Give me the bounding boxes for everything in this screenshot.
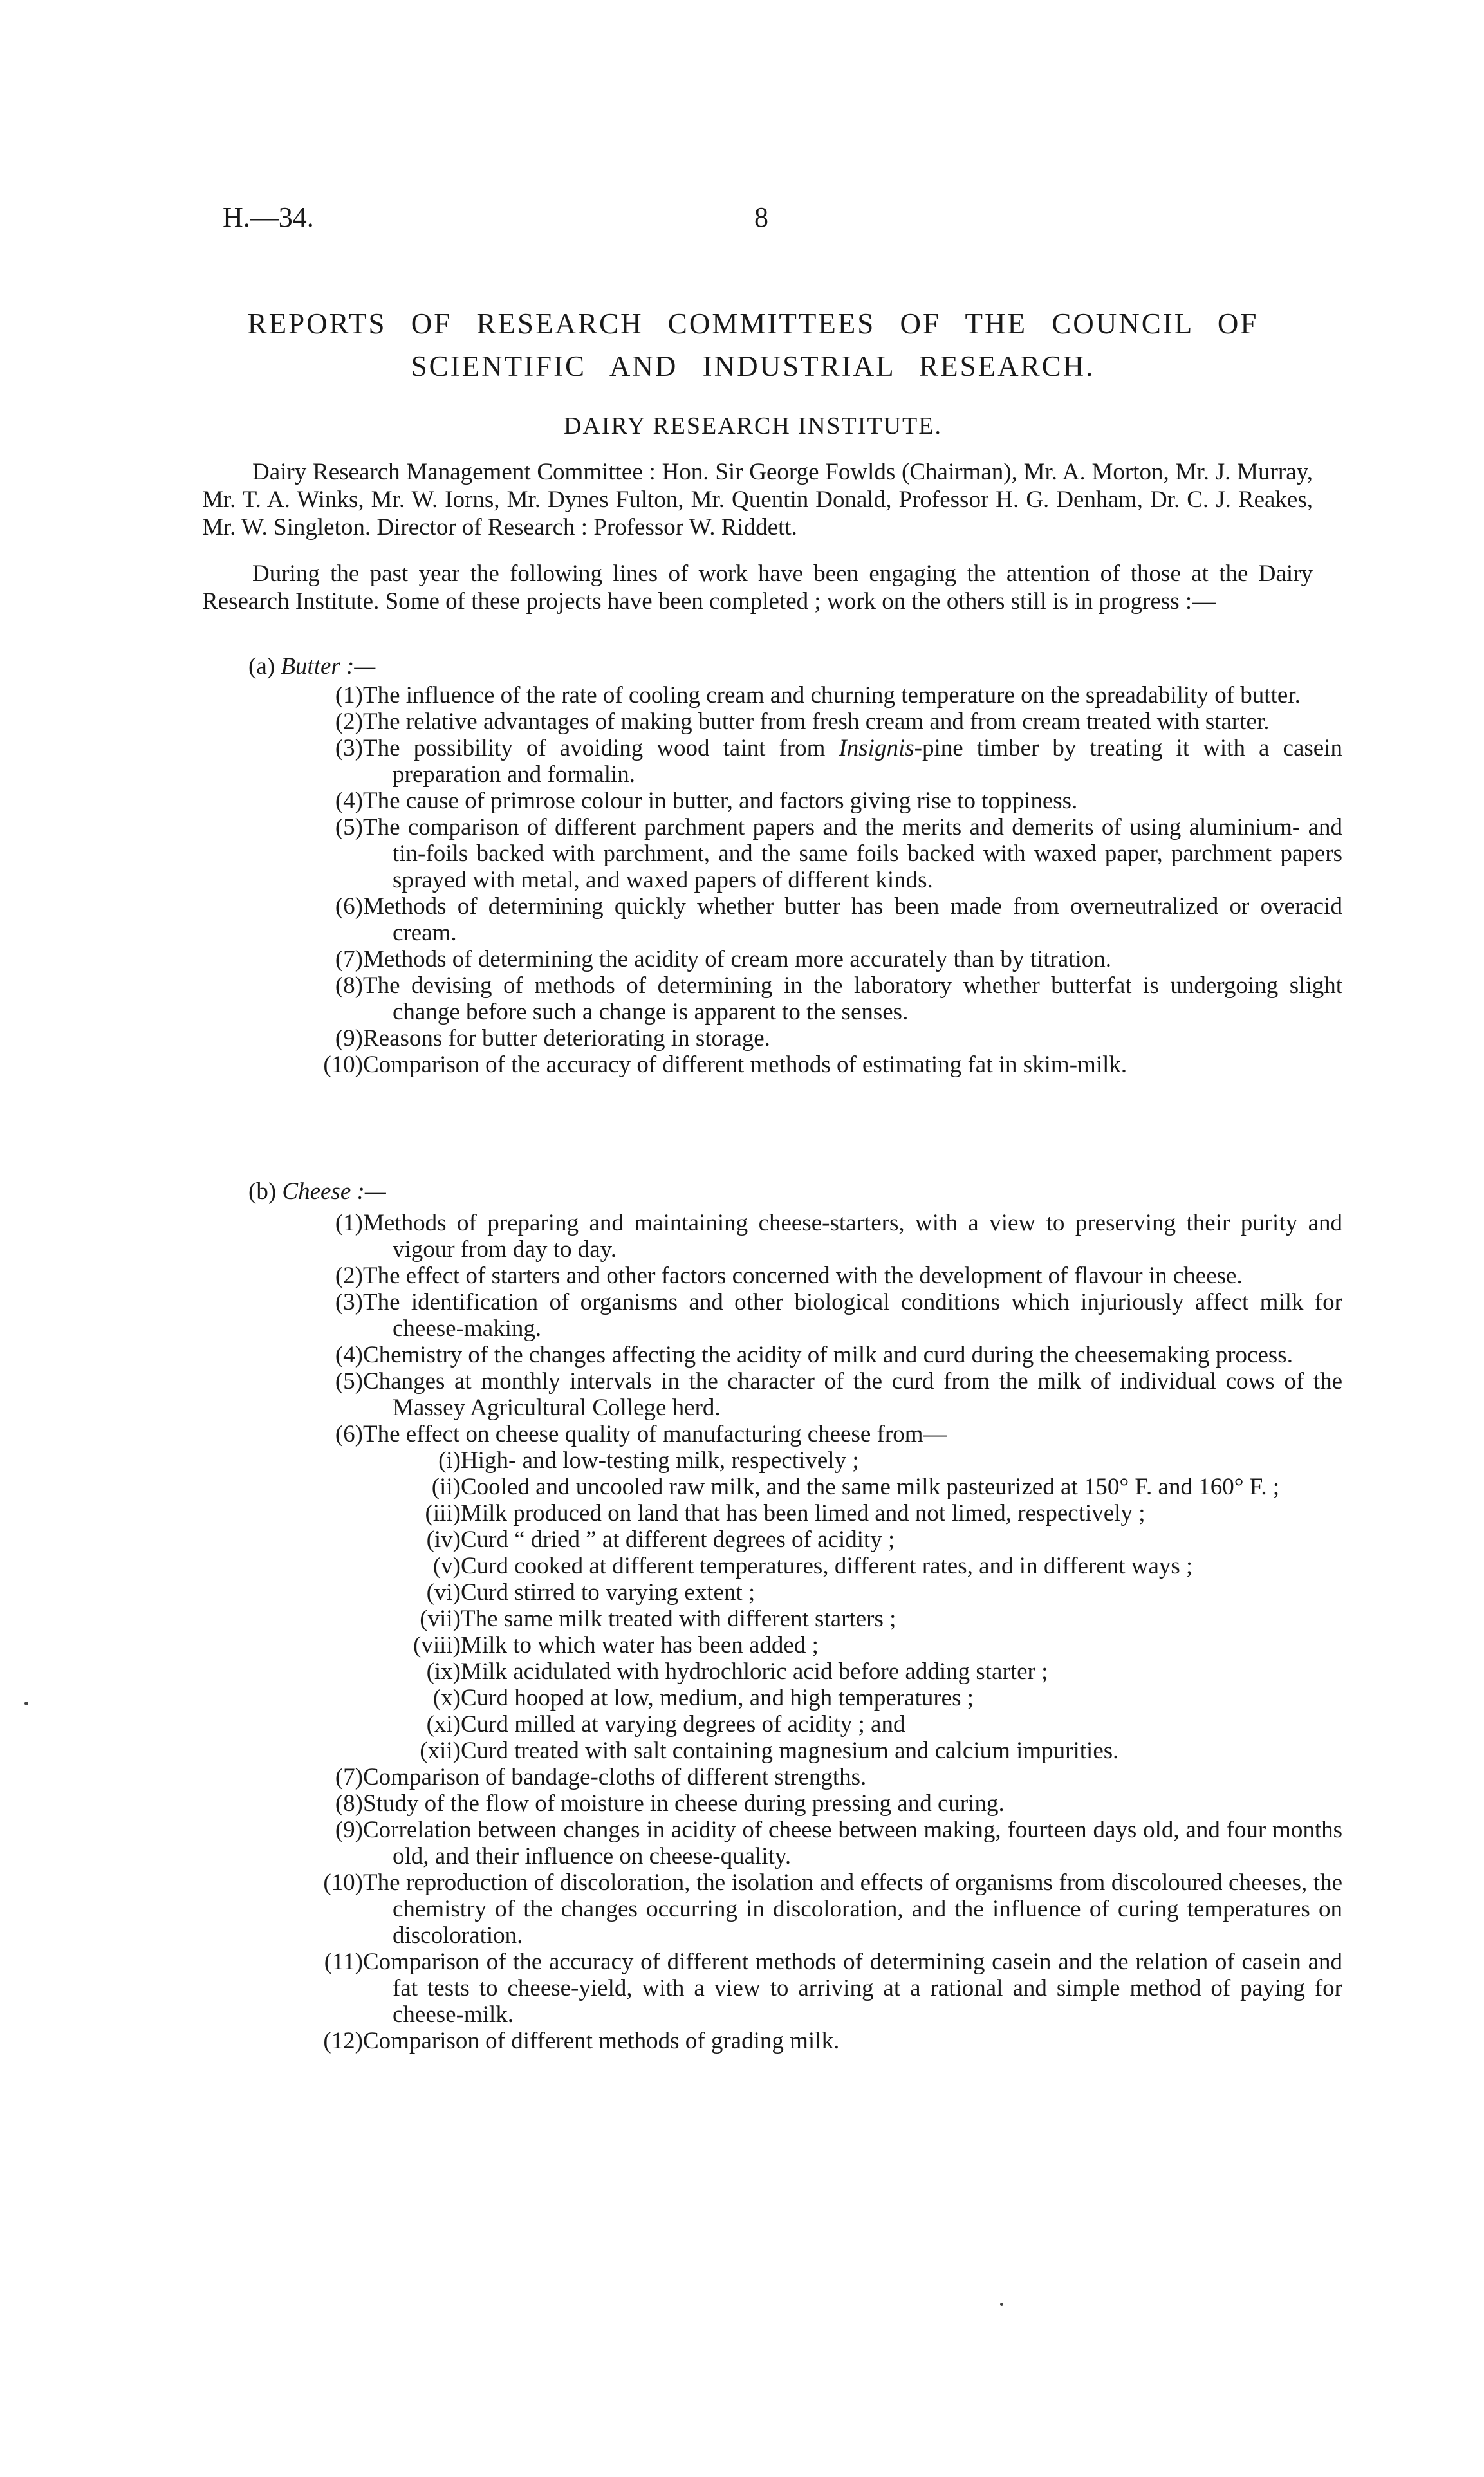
cheese-heading [248, 1178, 386, 1205]
list-item: (9) Correlation between changes in acidity of cheese between making, fourteen days old, and four months old, and their influence on cheese-quality. [335, 1817, 1342, 1869]
list-item: (1) Methods of preparing and maintaining cheese-starters, with a view to preserving their purity and vigour from day to day. [335, 1210, 1342, 1263]
sub-list-item: (v) Curd cooked at different temperatures, different rates, and in different ways ; [432, 1553, 1193, 1579]
paper-reference: H.—34. [223, 201, 314, 233]
sub-list-item: (ii) Cooled and uncooled raw milk, and the same milk pasteurized at 150° F. and 160° F. ; [431, 1474, 1280, 1500]
butter-heading [248, 653, 375, 680]
sub-list-item: (xi) Curd milled at varying degrees of acidity ; and [426, 1711, 905, 1738]
cheese-list [0, 1210, 1484, 2054]
sub-list-item: (ix) Milk acidulated with hydrochloric acid before adding starter ; [426, 1658, 1048, 1685]
list-item: (4) Chemistry of the changes affecting the acidity of milk and curd during the cheesemaking process. [335, 1342, 1293, 1368]
cheese-heading-text: Cheese :— [282, 1178, 386, 1205]
list-item: (7) Comparison of bandage-cloths of different strengths. [335, 1764, 867, 1790]
sub-list-item: (i) High- and low-testing milk, respectively ; [438, 1447, 859, 1474]
list-item: (6) The effect on cheese quality of manufacturing cheese from— [335, 1421, 947, 1447]
list-item: (4) The cause of primrose colour in butter, and factors giving rise to toppiness. [335, 788, 1078, 814]
report-title [193, 302, 1313, 387]
list-item: (5) The comparison of different parchment papers and the merits and demerits of using aluminium- and tin-foils backed with parchment, and the same foils backed with waxed paper, parchment papers sprayed with metal, and waxed papers of different kinds. [335, 814, 1342, 893]
list-item: (10) The reproduction of discoloration, the isolation and effects of organisms from discoloured cheeses, the chemistry of the changes occurring in discoloration, and the influence of curing temperatures on discoloration. [323, 1869, 1342, 1949]
list-item: (6) Methods of determining quickly whether butter has been made from overneutralized or overacid cream. [335, 893, 1342, 946]
sub-list-item: (xii) Curd treated with salt containing magnesium and calcium impurities. [420, 1738, 1119, 1764]
page-number: 8 [754, 201, 768, 233]
cheese-letter: (b) [248, 1178, 277, 1205]
sub-list-item: (vii) The same milk treated with different starters ; [420, 1606, 896, 1632]
butter-list [0, 682, 1484, 1078]
title-line-1: REPORTS OF RESEARCH COMMITTEES OF THE COUNCIL OF [247, 308, 1259, 340]
butter-letter: (a) [248, 653, 275, 680]
committee-paragraph: Dairy Research Management Committee : Hon. Sir George Fowlds (Chairman), Mr. A. Morton, Mr. J. Murray, Mr. T. A. Winks, Mr. W. Iorns, Mr. Dynes Fulton, Mr. Quentin Donald, Professor H. G. Denham, Dr. C. J. Reakes, Mr. W. Singleton. Director of Research : Professor W. Riddett. [202, 459, 1313, 541]
list-item: (1) The influence of the rate of cooling cream and churning temperature on the spreadability of butter. [335, 682, 1301, 709]
list-item: (9) Reasons for butter deteriorating in storage. [335, 1025, 770, 1052]
scan-speck [1000, 2303, 1003, 2306]
sub-list-item: (iv) Curd “ dried ” at different degrees of acidity ; [426, 1526, 895, 1553]
title-line-2: SCIENTIFIC AND INDUSTRIAL RESEARCH. [411, 350, 1095, 382]
list-item: (11) Comparison of the accuracy of different methods of determining casein and the relation of casein and fat tests to cheese-yield, with a view to arriving at a rational and simple method of paying for cheese-milk. [324, 1949, 1342, 2028]
list-item: (3) The identification of organisms and other biological conditions which injuriously affect milk for cheese-making. [335, 1289, 1342, 1342]
sub-list-item: (x) Curd hooped at low, medium, and high temperatures ; [432, 1685, 974, 1711]
institute-heading: DAIRY RESEARCH INSTITUTE. [564, 413, 942, 440]
list-item: (3) The possibility of avoiding wood taint from Insignis-pine timber by treating it with a casein preparation and formalin. [335, 735, 1342, 788]
sub-list-item: (iii) Milk produced on land that has been limed and not limed, respectively ; [425, 1500, 1145, 1526]
list-item: (8) Study of the flow of moisture in cheese during pressing and curing. [335, 1790, 1005, 1817]
list-item: (2) The relative advantages of making butter from fresh cream and from cream treated with starter. [335, 709, 1270, 735]
butter-heading-text: Butter :— [281, 653, 376, 680]
list-item: (7) Methods of determining the acidity of cream more accurately than by titration. [335, 946, 1112, 972]
list-item: (12) Comparison of different methods of grading milk. [323, 2028, 840, 2054]
scan-speck [24, 1702, 28, 1705]
list-item: (8) The devising of methods of determining in the laboratory whether butterfat is undergoing slight change before such a change is apparent to the senses. [335, 972, 1342, 1025]
list-item: (2) The effect of starters and other factors concerned with the development of flavour in cheese. [335, 1263, 1243, 1289]
sub-list-item: (viii) Milk to which water has been added ; [413, 1632, 819, 1658]
list-item: (10) Comparison of the accuracy of different methods of estimating fat in skim-milk. [323, 1052, 1127, 1078]
list-item: (5) Changes at monthly intervals in the character of the curd from the milk of individual cows of the Massey Agricultural College herd. [335, 1368, 1342, 1421]
sub-list-item: (vi) Curd stirred to varying extent ; [426, 1579, 756, 1606]
intro-paragraph: During the past year the following lines of work have been engaging the attention of those at the Dairy Research Institute. Some of these projects have been completed ; work on the others still is in progress :— [202, 561, 1313, 615]
